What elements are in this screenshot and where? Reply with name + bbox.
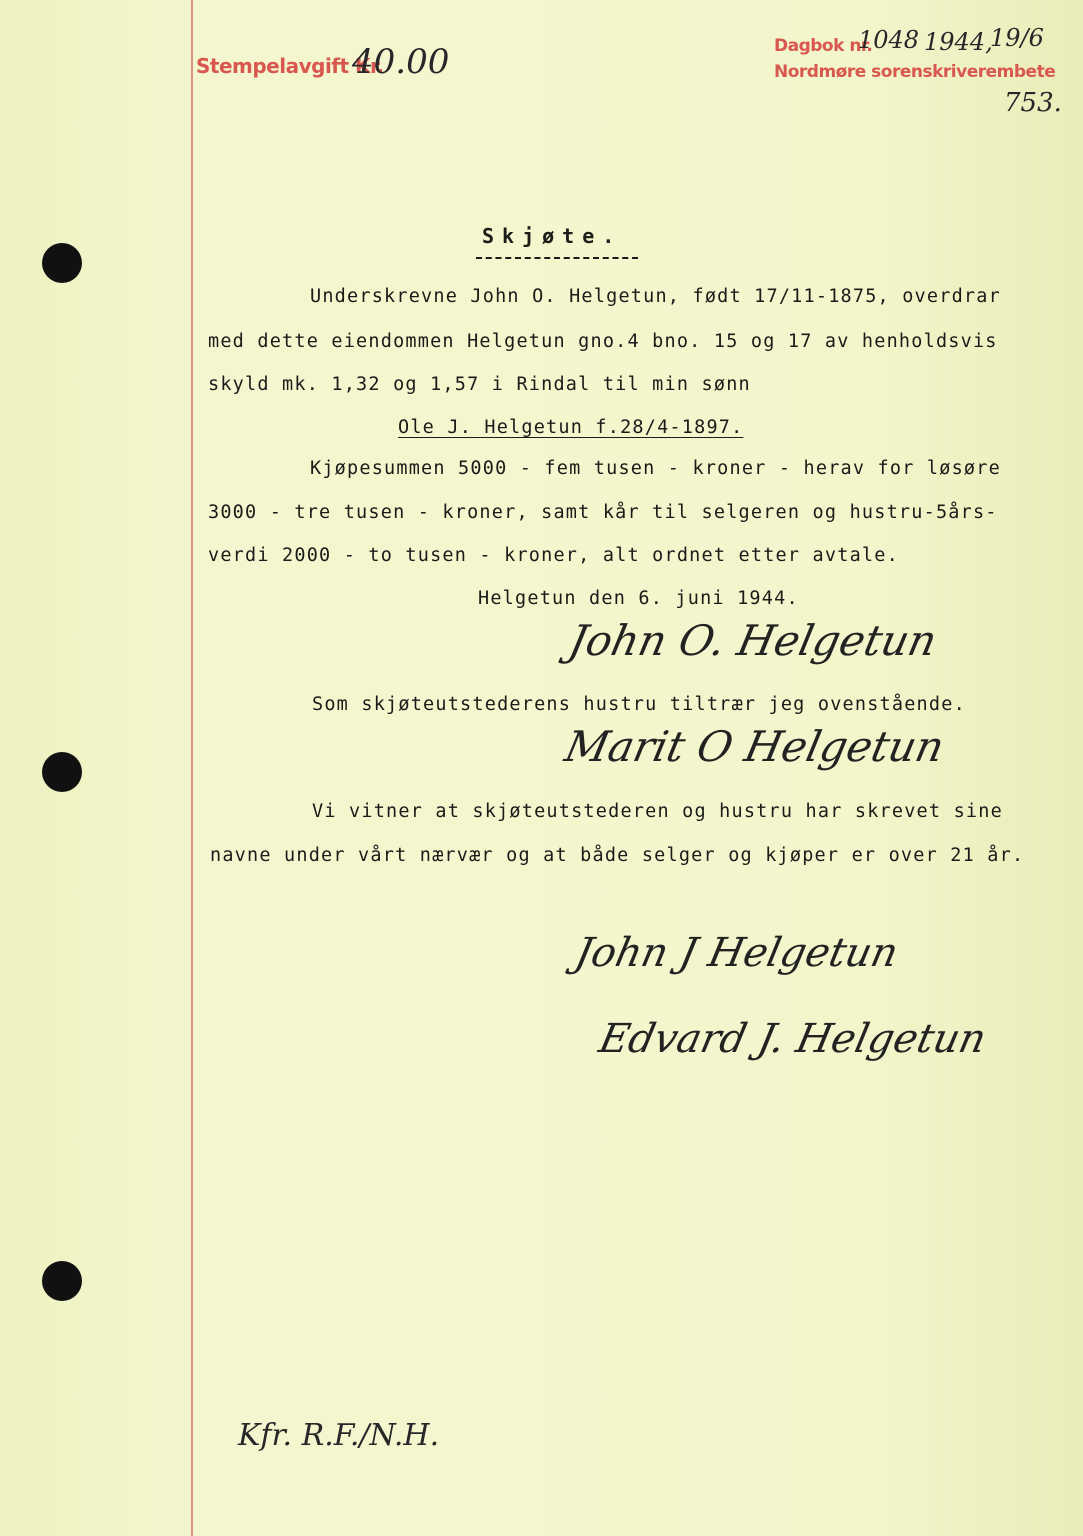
paragraph1-line1: Underskrevne John O. Helgetun, født 17/11-1875, overdrar (310, 286, 1001, 307)
paragraph2-line3: verdi 2000 - to tusen - kroner, alt ordnet etter avtale. (208, 545, 899, 566)
punch-hole-middle (42, 752, 82, 792)
signature-witness-1: John J Helgetun (571, 930, 903, 976)
stamp-fee-value: 40.00 (352, 42, 450, 82)
margin-rule (191, 0, 193, 1536)
witness-line2: navne under vårt nærvær og at både selger og kjøper er over 21 år. (210, 845, 1025, 866)
footer-note: Kfr. R.F./N.H. (238, 1418, 440, 1453)
dagbok-year: 1944, (924, 28, 993, 56)
dagbok-number: 1048 (858, 26, 920, 54)
witness-line1: Vi vitner at skjøteutstederen og hustru har skrevet sine (312, 801, 1003, 822)
punch-hole-top (42, 243, 82, 283)
stamp-fee-label: Stempelavgift Kr. (196, 54, 384, 78)
paragraph2-line2: 3000 - tre tusen - kroner, samt kår til selgeren og hustru-5års- (208, 502, 998, 523)
paragraph2-line1: Kjøpesummen 5000 - fem tusen - kroner - herav for løsøre (310, 458, 1001, 479)
office-stamp: Nordmøre sorenskriverembete (774, 62, 1056, 82)
page-number: 753. (1004, 88, 1062, 118)
paragraph1-line2: med dette eiendommen Helgetun gno.4 bno. 15 og 17 av henholdsvis (208, 331, 998, 352)
document-title: Skjøte. (482, 224, 623, 248)
dagbok-date: 19/6 (990, 24, 1044, 52)
consent-statement: Som skjøteutstederens hustru tiltrær jeg ovenstående. (312, 694, 966, 715)
buyer-name: Ole J. Helgetun f.28/4-1897. (398, 417, 744, 438)
punch-hole-bottom (42, 1261, 82, 1301)
place-date: Helgetun den 6. juni 1944. (478, 588, 799, 609)
dagbok-label: Dagbok nr. (774, 36, 873, 56)
signature-wife: Marit O Helgetun (560, 722, 949, 771)
title-underline (476, 257, 638, 259)
signature-seller: John O. Helgetun (564, 616, 942, 665)
signature-witness-2: Edvard J. Helgetun (595, 1016, 991, 1062)
paragraph1-line3: skyld mk. 1,32 og 1,57 i Rindal til min sønn (208, 374, 751, 395)
